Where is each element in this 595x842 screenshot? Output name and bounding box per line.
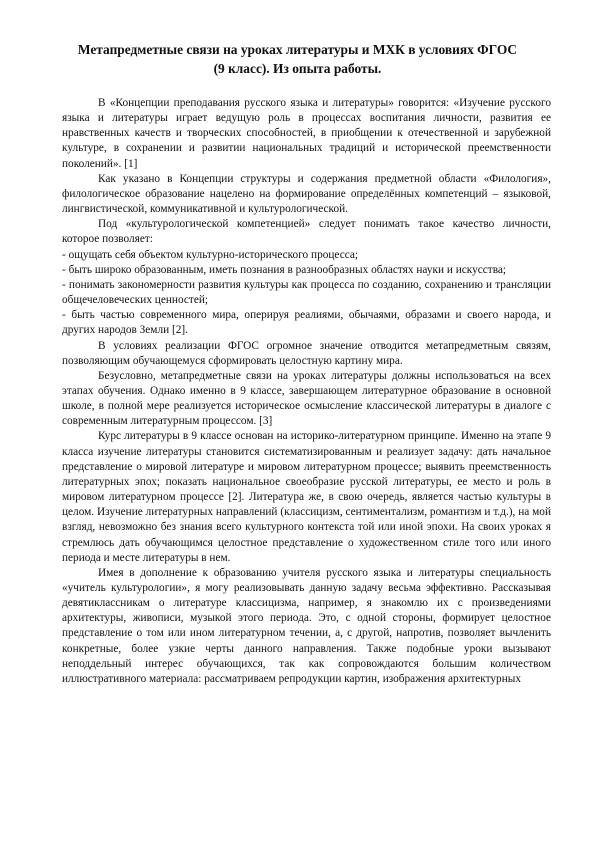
document-body xyxy=(62,96,551,687)
title-line-1: Метапредметные связи на уроках литературы и МХК в условиях ФГОС xyxy=(77,42,518,57)
list-item: - быть частью современного мира, оперируя реалиями, обычаями, образами и своего народа, и других народов Земли [2]. xyxy=(62,309,551,337)
paragraph: Как указано в Концепции структуры и содержания предметной области «Филология», филологическое образование нацелено на формирование определённых компетенций – языковой, лингвистической, коммуникативной и культурологической. xyxy=(62,172,551,216)
paragraph: Безусловно, метапредметные связи на уроках литературы должны использоваться на всех этапах обучения. Однако именно в 9 классе, завершающем литературное образование в основной школе, в полной мере реализуется историческое осмысление классической литературы в диалоге с современным литературным процессом. [3] xyxy=(62,369,551,428)
paragraph: Имея в дополнение к образованию учителя русского языка и литературы специальность «учитель культурологии», я могу реализовывать данную задачу весьма эффективно. Рассказывая девятиклассникам о литературе классицизма, например, я знакомлю их с произведениями архитектуры, живописи, музыкой этого периода. Это, с одной стороны, формирует целостное представление о том или ином литературном течении, а, с другой, напротив, позволяет вычленить конкретные, более узкие черты данного направления. Также подобные уроки вызывают неподдельный интерес обучающихся, так как сопровождаются большим количеством иллюстративного материала: рассматриваем репродукции картин, изображения архитектурных xyxy=(62,566,551,685)
list-item: - ощущать себя объектом культурно-исторического процесса; xyxy=(62,248,359,261)
paragraph: В «Концепции преподавания русского языка и литературы» говорится: «Изучение русского языка и литературы играет ведущую роль в процессах воспитания личности, развития ее нравственных качеств и творческих способностей, в приобщении к отечественной и зарубежной культуре, в сохранении и развитии национальных традиций и исторической преемственности поколений». [1] xyxy=(62,97,551,170)
paragraph: В условиях реализации ФГОС огромное значение отводится метапредметным связям, позволяющим обучающемуся сформировать целостную картину мира. xyxy=(62,339,551,367)
title-line-2: (9 класс). Из опыта работы. xyxy=(213,61,382,76)
document-title xyxy=(40,40,555,78)
paragraph: Курс литературы в 9 классе основан на историко-литературном принципе. Именно на этапе 9 класса изучение литературы становится систематизированным и реализует задачу: дать начальное представление о мировой литературе и мировом литературном процессе; выявить преемственность литературных эпох; показать национальное своеобразие русской литературы, ее место и роль в мировом литературном процессе [2]. Литература же, в свою очередь, является частью культуры в целом. Изучение литературных направлений (классицизм, сентиментализм, романтизм и т.д.), на мой взгляд, невозможно без знания всего культурного контекста той или иной эпохи. На своих уроках я стремлюсь дать обучающимся целостное представление о художественном стиле того или иного периода и месте литературы в нем. xyxy=(62,430,551,564)
list-item: - быть широко образованным, иметь познания в разнообразных областях науки и искусства; xyxy=(62,263,507,276)
paragraph: Под «культурологической компетенцией» следует понимать такое качество личности, которое позволяет: xyxy=(62,218,551,246)
list-item: - понимать закономерности развития культуры как процесса по созданию, сохранению и трансляции общечеловеческих ценностей; xyxy=(62,278,551,307)
